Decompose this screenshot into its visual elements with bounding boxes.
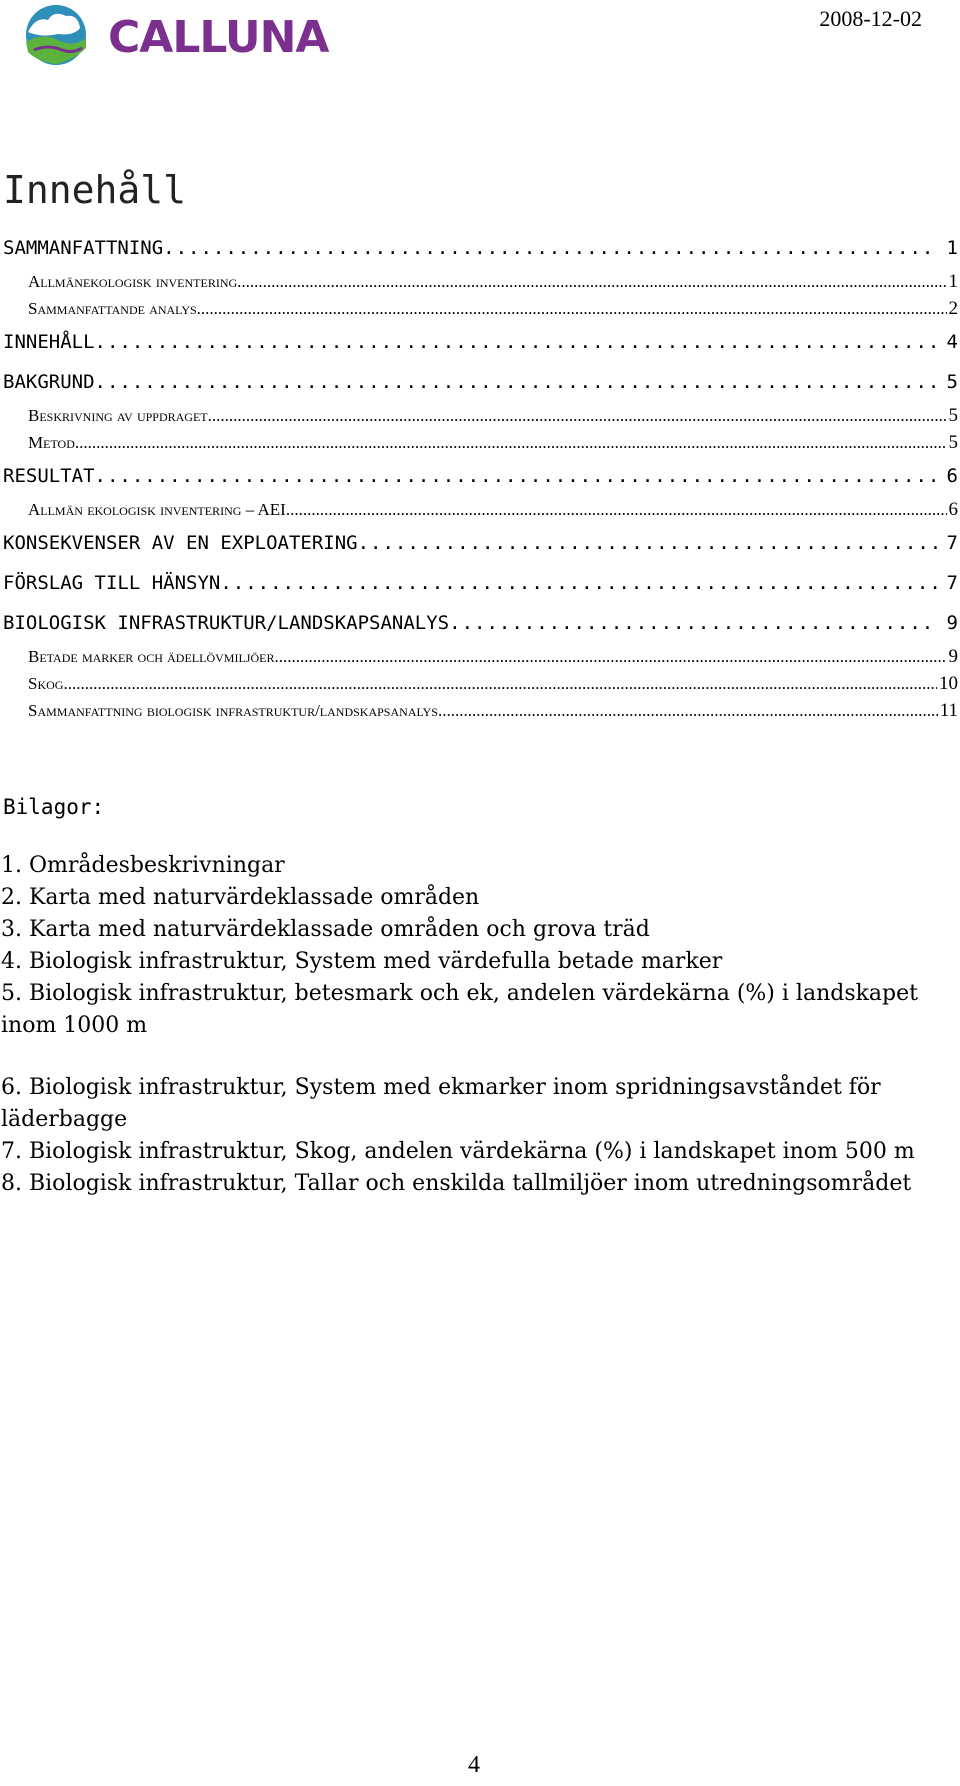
appendices-list — [1, 850, 941, 1200]
toc-entry-page: 1 — [948, 271, 958, 292]
toc-leader-dots — [208, 402, 947, 429]
toc-entry[interactable] — [3, 670, 958, 697]
toc-leader-dots — [449, 603, 936, 643]
toc-entry[interactable] — [3, 429, 958, 456]
appendix-item: 2. Karta med naturvärdeklassade områden — [1, 885, 480, 910]
toc-entry-label: RESULTAT — [3, 465, 95, 487]
appendix-item: 6. Biologisk infrastruktur, System med ekmarker inom spridningsavståndet för läderbagge — [1, 1075, 881, 1132]
document-date: 2008-12-02 — [819, 6, 922, 31]
toc-leader-dots — [163, 228, 936, 268]
toc-entry-label: Sammanfattning biologisk infrastruktur/landskapsanalys — [28, 701, 438, 720]
toc-leader-dots — [237, 268, 946, 295]
toc-leader-dots — [274, 643, 946, 670]
logo-wordmark: CALLUNA — [108, 12, 329, 63]
toc-leader-dots — [95, 322, 937, 362]
appendix-item: 8. Biologisk infrastruktur, Tallar och enskilda tallmiljöer inom utredningsområdet — [1, 1171, 912, 1196]
toc-entry-label: Metod — [28, 433, 75, 452]
toc-entry[interactable] — [3, 603, 958, 643]
toc-entry-label: Beskrivning av uppdraget — [28, 406, 208, 425]
appendix-item: 4. Biologisk infrastruktur, System med värdefulla betade marker — [1, 949, 723, 974]
toc-leader-dots — [220, 563, 936, 603]
toc-entry-page: 2 — [948, 298, 958, 319]
toc-entry-label: Allmän ekologisk inventering – AEI — [28, 500, 286, 519]
toc-entry-label: FÖRSLAG TILL HÄNSYN — [3, 572, 221, 594]
appendix-item: 1. Områdesbeskrivningar — [1, 853, 285, 878]
toc-leader-dots — [63, 670, 937, 697]
toc-entry-page: 9 — [946, 612, 958, 634]
appendices-title: Bilagor: — [3, 795, 105, 819]
toc-leader-dots — [358, 523, 937, 563]
toc-entry-page: 6 — [948, 499, 958, 520]
toc-entry-label: INNEHÅLL — [3, 331, 95, 353]
page-header — [0, 0, 960, 80]
toc-entry-label: Betade marker och ädellövmiljöer — [28, 647, 275, 666]
toc-entry-page: 9 — [948, 646, 958, 667]
toc-entry[interactable] — [3, 402, 958, 429]
toc-entry-label: BAKGRUND — [3, 371, 95, 393]
calluna-logo-icon — [18, 2, 98, 68]
toc-title: Innehåll — [3, 168, 187, 212]
toc-entry-page: 7 — [946, 532, 958, 554]
appendix-item: 7. Biologisk infrastruktur, Skog, andelen värdekärna (%) i landskapet inom 500 m — [1, 1139, 915, 1164]
toc-entry-page: 10 — [939, 673, 958, 694]
appendix-item: 3. Karta med naturvärdeklassade områden och grova träd — [1, 917, 650, 942]
toc-entry[interactable] — [3, 362, 958, 402]
toc-leader-dots — [438, 697, 938, 724]
toc-entry-page: 7 — [946, 572, 958, 594]
toc-entry-label: Allmänekologisk inventering — [28, 272, 238, 291]
toc-entry-page: 5 — [948, 405, 958, 426]
toc-entry[interactable] — [3, 322, 958, 362]
toc-entry-page: 4 — [946, 331, 958, 353]
toc-entry-page: 6 — [946, 465, 958, 487]
toc-entry-label: Skog — [28, 674, 64, 693]
toc-entry[interactable] — [3, 268, 958, 295]
toc-entry-label: KONSEKVENSER AV EN EXPLOATERING — [3, 532, 358, 554]
toc-entry[interactable] — [3, 496, 958, 523]
calluna-logo — [18, 2, 329, 68]
toc-leader-dots — [197, 295, 947, 322]
toc-leader-dots — [75, 429, 947, 456]
toc-entry-label: SAMMANFATTNING — [3, 237, 164, 259]
toc-entry-page: 1 — [946, 237, 958, 259]
toc-leader-dots — [95, 456, 937, 496]
toc-entry[interactable] — [3, 697, 958, 724]
toc-entry[interactable] — [3, 456, 958, 496]
toc-entry[interactable] — [3, 563, 958, 603]
table-of-contents — [3, 228, 958, 724]
toc-entry[interactable] — [3, 228, 958, 268]
toc-entry-label: BIOLOGISK INFRASTRUKTUR/LANDSKAPSANALYS — [3, 612, 450, 634]
toc-entry[interactable] — [3, 523, 958, 563]
toc-entry[interactable] — [3, 295, 958, 322]
toc-entry-page: 5 — [948, 432, 958, 453]
appendix-item: 5. Biologisk infrastruktur, betesmark och ek, andelen värdekärna (%) i landskapet inom 1000 m — [1, 981, 918, 1038]
toc-leader-dots — [95, 362, 937, 402]
toc-leader-dots — [286, 496, 947, 523]
toc-entry-page: 5 — [946, 371, 958, 393]
toc-entry[interactable] — [3, 643, 958, 670]
toc-entry-label: Sammanfattande analys — [28, 299, 197, 318]
page-number: 4 — [468, 1752, 480, 1778]
toc-entry-page: 11 — [939, 700, 958, 721]
